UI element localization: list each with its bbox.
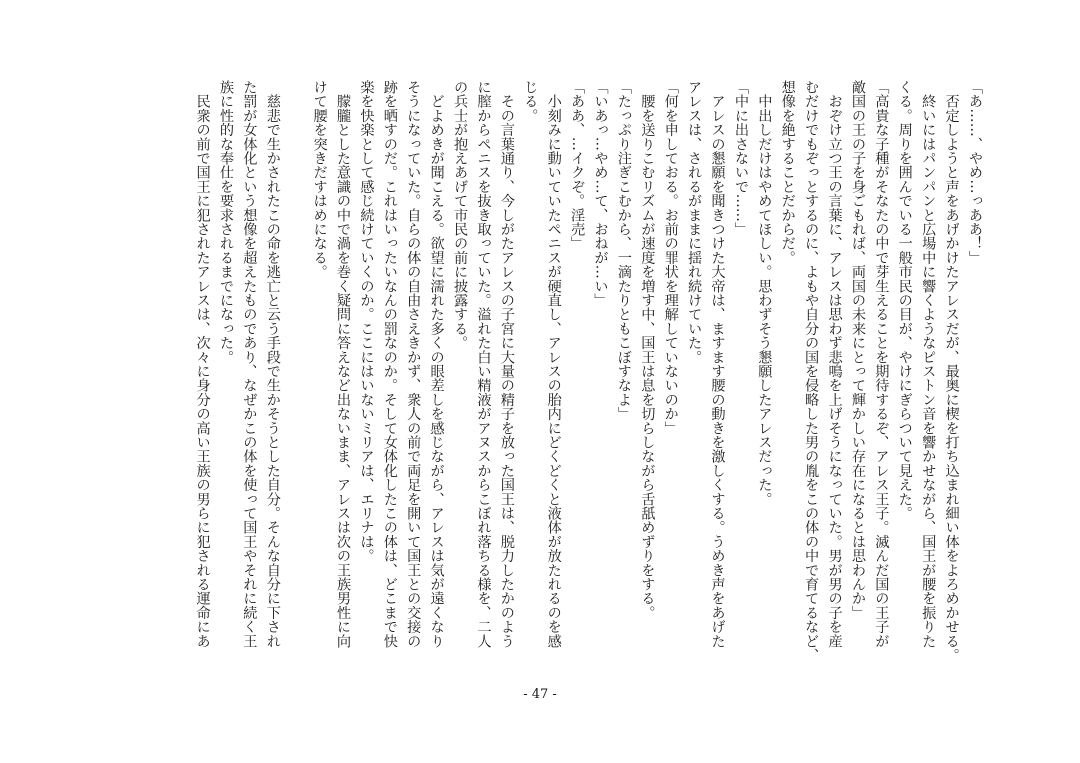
- body-text: [86, 80, 986, 680]
- text-line: 腰を送りこむリズムが速度を増す中、国王は息を切らしながら舌舐めずりをする。: [639, 80, 656, 620]
- text-line: 民衆の前で国王に犯されたアレスは、次々に身分の高い王族の男らに犯される運命にあ: [194, 80, 211, 648]
- text-line: の兵士が抱えあげて市民の前に披露する。: [452, 80, 469, 350]
- text-line: おぞけ立つ王の言葉に、アレスは思わず悲鳴を上げそうになっていた。男が男の子を産: [826, 80, 843, 648]
- text-line: 小刻みに動いていたペニスが硬直し、アレスの胎内にどくどくと液体が放たれるのを感: [545, 80, 562, 648]
- text-line: 否定しようと声をあげかけたアレスだが、最奥に楔を打ち込まれ細い体をよろめかせる。: [943, 80, 960, 663]
- text-line: アレスは、されるがままに揺れ続けていた。: [686, 80, 703, 364]
- text-line: 敵国の王の子を身ごもれば、両国の未来にとって輝かしい存在になるとは思わんか」: [849, 80, 866, 620]
- text-line: に膣からペニスを抜き取っていた。溢れた白い精液がアヌスからこぼれ落ちる様を、二人: [475, 80, 492, 648]
- text-line: むだけでもぞっとするのに、よもや自分の国を侵略した男の胤をこの体の中で育てるなど、: [803, 80, 820, 663]
- text-line: 朦朧とした意識の中で渦を巻く疑問に答えなど出ないまま、アレスは次の王族男性に向: [335, 80, 352, 648]
- text-line: 終いにはパンパンと広場中に響くようなピストン音を響かせながら、国王が腰を振りた: [920, 80, 937, 648]
- text-line: アレスの懇願を聞きつけた大帝は、ますます腰の動きを激しくする。うめき声をあげた: [709, 80, 726, 648]
- text-line: くる。周りを囲んでいる一般市民の目が、やけにぎらついて見えた。: [896, 80, 913, 521]
- text-line: 「ああ、…イクぞ。淫売」: [569, 80, 586, 251]
- text-line: どよめきが聞こえる。欲望に濡れた多くの眼差しを感じながら、アレスは気が遠くなり: [428, 80, 445, 648]
- text-line: 楽を快楽として感じ続けていくのか。ここにはいないミリアは、エリナは。: [358, 80, 375, 563]
- text-line: けて腰を突きだすはめになる。: [311, 80, 328, 279]
- text-line: 「何を申しておる。お前の罪状を理解していないのか」: [662, 80, 679, 435]
- text-line: 「たっぷり注ぎこむから、一滴たりともこぼすなよ」: [615, 80, 632, 421]
- text-line: 族に性的な奉仕を要求されるまでになった。: [218, 80, 234, 364]
- text-line: 慈悲で生かされたこの命を逃亡と云う手段で生かそうとした自分。そんな自分に下され: [264, 80, 281, 648]
- text-line: 中出しだけはやめてほしい。思わずそう懇願したアレスだった。: [756, 80, 773, 506]
- text-line: [284, 80, 307, 680]
- text-line: じる。: [522, 80, 539, 123]
- text-line: 「いあっ…やめ…て、おねが…い」: [592, 80, 609, 308]
- page-number: - 47 -: [523, 687, 557, 702]
- text-line: そうになっていた。自らの体の自由さえきかず、衆人の前で両足を開いて国王との交接の: [405, 80, 422, 648]
- text-line: 「中に出さないで……」: [732, 80, 749, 237]
- text-line: その言葉通り、今しがたアレスの子宮に大量の精子を放った国王は、脱力したかのよう: [498, 80, 515, 648]
- text-line: 想像を絶することだからだ。: [779, 80, 796, 265]
- text-line: 「高貴な子種がそなたの中で芽生えることを期待するぞ、アレス王子。滅んだ国の王子が: [873, 80, 890, 648]
- text-line: 跡を晒すのだ。これはいったいなんの罰なのか。そして女体化したこの体は、どこまで快: [381, 80, 398, 648]
- text-line: 「あ……、やめ…っああ！」: [967, 80, 983, 265]
- text-line: た罰が女体化という想像を超えたものであり、なぜかこの体を使って国王やそれに続く王: [241, 80, 258, 648]
